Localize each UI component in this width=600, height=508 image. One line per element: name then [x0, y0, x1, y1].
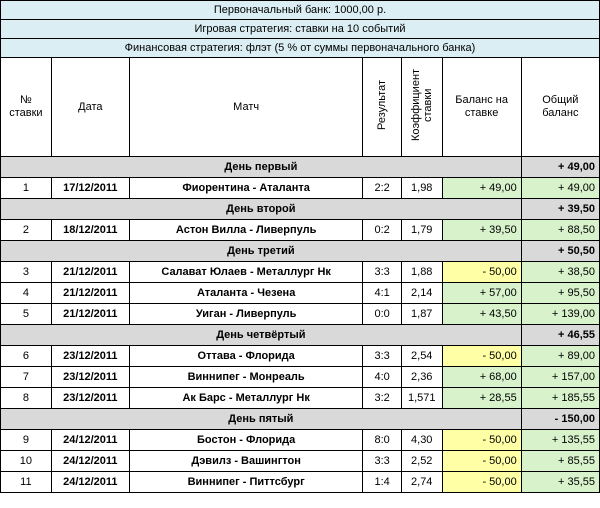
bet-total: + 85,55 — [521, 451, 599, 472]
table-row — [1, 472, 600, 493]
day-total: + 49,00 — [521, 157, 599, 178]
day-total: + 46,55 — [521, 325, 599, 346]
day-row — [1, 325, 600, 346]
table-row — [1, 178, 600, 199]
table-row — [1, 304, 600, 325]
bet-number: 10 — [1, 451, 52, 472]
day-label: День пятый — [1, 409, 522, 430]
bet-total: + 38,50 — [521, 262, 599, 283]
bet-coef: 1,79 — [401, 220, 442, 241]
bet-match: Салават Юлаев - Металлург Нк — [129, 262, 362, 283]
bet-number: 6 — [1, 346, 52, 367]
bet-coef: 2,36 — [401, 367, 442, 388]
bet-coef: 1,88 — [401, 262, 442, 283]
bet-total: + 35,55 — [521, 472, 599, 493]
initial-bank-text: Первоначальный банк: 1000,00 р. — [1, 1, 600, 20]
bet-date: 21/12/2011 — [51, 283, 129, 304]
bet-total: + 185,55 — [521, 388, 599, 409]
bet-balance: - 50,00 — [442, 472, 521, 493]
table-row — [1, 283, 600, 304]
header-coef-cell — [401, 58, 442, 157]
bet-match: Оттава - Флорида — [129, 346, 362, 367]
bet-balance: + 57,00 — [442, 283, 521, 304]
bet-match: Фиорентина - Аталанта — [129, 178, 362, 199]
bet-coef: 1,87 — [401, 304, 442, 325]
table-row — [1, 430, 600, 451]
bet-result: 3:3 — [363, 346, 402, 367]
day-total: - 150,00 — [521, 409, 599, 430]
bet-number: 8 — [1, 388, 52, 409]
bet-total: + 95,50 — [521, 283, 599, 304]
header-row — [1, 58, 600, 157]
day-label: День первый — [1, 157, 522, 178]
bet-date: 21/12/2011 — [51, 304, 129, 325]
bet-number: 5 — [1, 304, 52, 325]
day-label: День четвёртый — [1, 325, 522, 346]
bet-balance: + 68,00 — [442, 367, 521, 388]
bet-result: 2:2 — [363, 178, 402, 199]
bet-match: Виннипег - Питтсбург — [129, 472, 362, 493]
bet-match: Аталанта - Чезена — [129, 283, 362, 304]
bet-total: + 88,50 — [521, 220, 599, 241]
bet-number: 4 — [1, 283, 52, 304]
day-row — [1, 409, 600, 430]
bet-result: 3:2 — [363, 388, 402, 409]
header-result-cell — [363, 58, 402, 157]
bet-match: Уиган - Ливерпуль — [129, 304, 362, 325]
table-row — [1, 220, 600, 241]
header-date: Дата — [51, 58, 129, 157]
bet-result: 3:3 — [363, 451, 402, 472]
bet-total: + 49,00 — [521, 178, 599, 199]
bet-date: 23/12/2011 — [51, 388, 129, 409]
table-row — [1, 388, 600, 409]
bet-match: Дэвилз - Вашингтон — [129, 451, 362, 472]
table-row — [1, 451, 600, 472]
bet-result: 0:0 — [363, 304, 402, 325]
table-row — [1, 367, 600, 388]
bet-coef: 4,30 — [401, 430, 442, 451]
bet-balance: + 49,00 — [442, 178, 521, 199]
header-result: Результат — [376, 79, 389, 131]
bet-coef: 1,98 — [401, 178, 442, 199]
banner-finance-strategy — [1, 39, 600, 58]
bet-number: 3 — [1, 262, 52, 283]
header-coef: Коэффициент ставки — [409, 68, 434, 142]
bet-date: 23/12/2011 — [51, 367, 129, 388]
day-row — [1, 199, 600, 220]
bet-result: 8:0 — [363, 430, 402, 451]
bet-number: 1 — [1, 178, 52, 199]
bet-total: + 157,00 — [521, 367, 599, 388]
banner-initial-bank — [1, 1, 600, 20]
day-label: День третий — [1, 241, 522, 262]
bet-number: 2 — [1, 220, 52, 241]
bet-balance: - 50,00 — [442, 262, 521, 283]
bet-date: 18/12/2011 — [51, 220, 129, 241]
bet-balance: + 39,50 — [442, 220, 521, 241]
bet-result: 4:0 — [363, 367, 402, 388]
header-total-balance: Общий баланс — [521, 58, 599, 157]
banner-game-strategy — [1, 20, 600, 39]
bet-coef: 2,74 — [401, 472, 442, 493]
bet-coef: 1,571 — [401, 388, 442, 409]
table-row — [1, 346, 600, 367]
bet-balance: - 50,00 — [442, 430, 521, 451]
bet-date: 24/12/2011 — [51, 472, 129, 493]
bet-total: + 139,00 — [521, 304, 599, 325]
day-row — [1, 157, 600, 178]
header-match: Матч — [129, 58, 362, 157]
bet-date: 24/12/2011 — [51, 430, 129, 451]
header-number: № ставки — [1, 58, 52, 157]
game-strategy-text: Игровая стратегия: ставки на 10 событий — [1, 20, 600, 39]
bet-result: 4:1 — [363, 283, 402, 304]
day-total: + 50,50 — [521, 241, 599, 262]
bet-match: Ак Барс - Металлург Нк — [129, 388, 362, 409]
bet-match: Виннипег - Монреаль — [129, 367, 362, 388]
bet-date: 23/12/2011 — [51, 346, 129, 367]
table-row — [1, 262, 600, 283]
bet-result: 0:2 — [363, 220, 402, 241]
bet-match: Астон Вилла - Ливерпуль — [129, 220, 362, 241]
bet-coef: 2,52 — [401, 451, 442, 472]
bet-balance: - 50,00 — [442, 346, 521, 367]
bet-total: + 135,55 — [521, 430, 599, 451]
bet-result: 1:4 — [363, 472, 402, 493]
bet-match: Бостон - Флорида — [129, 430, 362, 451]
bet-total: + 89,00 — [521, 346, 599, 367]
header-bet-balance: Баланс на ставке — [442, 58, 521, 157]
bet-coef: 2,14 — [401, 283, 442, 304]
bet-coef: 2,54 — [401, 346, 442, 367]
bet-balance: + 28,55 — [442, 388, 521, 409]
bet-date: 21/12/2011 — [51, 262, 129, 283]
bet-balance: + 43,50 — [442, 304, 521, 325]
bet-date: 17/12/2011 — [51, 178, 129, 199]
bet-result: 3:3 — [363, 262, 402, 283]
day-label: День второй — [1, 199, 522, 220]
bet-balance: - 50,00 — [442, 451, 521, 472]
finance-strategy-text: Финансовая стратегия: флэт (5 % от суммы первоначального банка) — [1, 39, 600, 58]
bet-number: 11 — [1, 472, 52, 493]
bet-date: 24/12/2011 — [51, 451, 129, 472]
bet-number: 7 — [1, 367, 52, 388]
day-row — [1, 241, 600, 262]
bet-number: 9 — [1, 430, 52, 451]
day-total: + 39,50 — [521, 199, 599, 220]
